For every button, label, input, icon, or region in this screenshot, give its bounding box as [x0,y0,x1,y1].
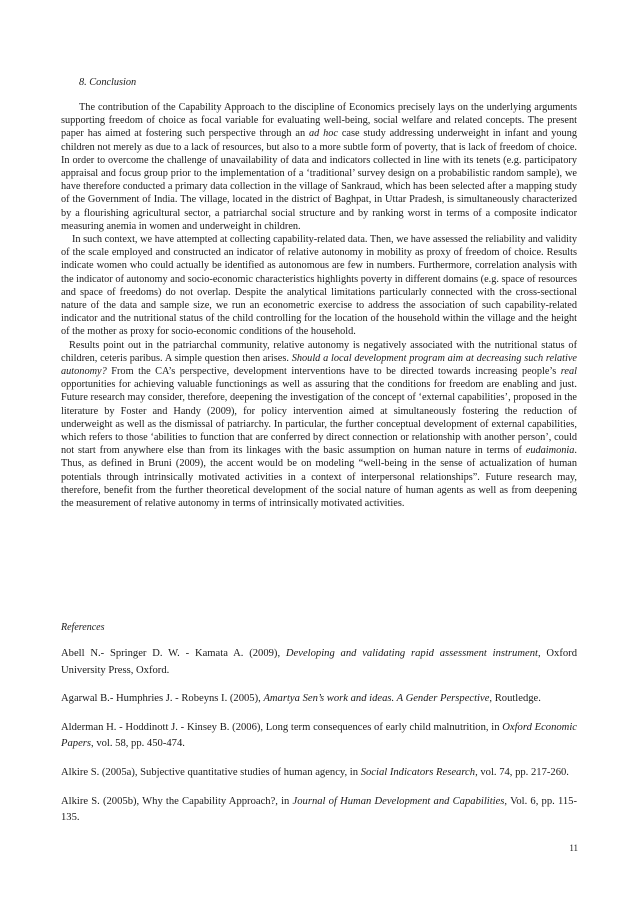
reference-item: Abell N.- Springer D. W. - Kamata A. (2009), Developing and validating rapid assessment instrument, Oxford University Press, Oxford. [61,648,577,676]
reference-item: Agarwal B.- Humphries J. - Robeyns I. (2005), Amartya Sen’s work and ideas. A Gender Perspective, Routledge. [61,693,541,705]
conclusion-body [61,101,577,510]
reference-item: Alderman H. - Hoddinott J. - Kinsey B. (2006), Long term consequences of early child malnutrition, in Oxford Economic Papers, vol. 58, pp. 450-474. [61,721,577,750]
section-heading: 8. Conclusion [79,77,137,88]
reference-item: Alkire S. (2005a), Subjective quantitative studies of human agency, in Social Indicators Research, vol. 74, pp. 217-260. [61,766,569,778]
paragraph-3: Results point out in the patriarchal community, relative autonomy is negatively associated with the nutritional status of children, ceteris paribus. A simple question then arises. Should a local development program aim at decreasing such relative autonomy? From the CA’s perspective, development interventions have to be directed towards increasing people’s real opportunities for achieving valuable functionings as well as assuring that the conditions for freedom are enabling and just. Future research may consider, therefore, deepening the investigation of the concept of ‘external capabilities’, proposed in the literature by Foster and Handy (2009), for policy intervention aimed at simultaneously fostering the reduction of underweight as well as the dismissal of patriarchy. In particular, the further conceptual development of external capabilities, which refers to those ‘abilities to function that are conferred by direct connection or relationship with another person’, could not start from anywhere else than from its linkages with the basic assumption on human nature in terms of eudaimonia. Thus, as defined in Bruni (2009), the accent would be on modeling “well-being in the sense of actualization of human potentials through intrinsically motivated activities in a context of interpersonal relationships”. Future research may, therefore, benefit from the further theoretical development of the social nature of human agents as well as from deepening the measurement of relative autonomy in terms of intrinsically motivated activities. [61,339,577,510]
paragraph-1: The contribution of the Capability Approach to the discipline of Economics precisely lays on the underlying arguments supporting freedom of choice as focal variable for evaluating well-being, social welfare and related concepts. The present paper has aimed at fostering such perspective through an ad hoc case study addressing underweight in infant and young children not merely as due to a lack of resources, but also to a more subtle form of poverty, that is lack of freedom of choice. In order to overcome the challenge of unavailability of data and indicators collected in line with its tenets (e.g. participatory appraisal and focus group prior to the implementation of a ‘traditional’ survey design on a probabilistic random sample), we have therefore conducted a primary data collection in the village of Sankraud, which has been selected after a mapping study of the Government of India. The village, located in the district of Baghpat, in Uttar Pradesh, is simultaneously characterized by a flourishing agricultural sector, a patriarchal social structure and by ranking worst in terms of a composite indicator measuring anemia in women and underweight in children. [61,102,577,232]
paragraph-2: In such context, we have attempted at collecting capability-related data. Then, we have assessed the reliability and validity of the scale employed and constructed an indicator of relative autonomy in mobility as proxy of freedom of choice. Results indicate women who could actually be identified as autonomous are few in numbers. Furthermore, correlation analysis with the indicator of autonomy and socio-economic characteristics highlights poverty in different domains (e.g. space of resources and space of freedoms) do not overlap. Despite the analytical limitations particularly connected with the cross-sectional nature of the data and sample size, we run an econometric exercise to address the association of such capability-related indicator and the nutritional status of the child controlling for the location of the household within the village and the height of the mother as proxy for socio-economic conditions of the household. [61,234,577,338]
references-heading: References [61,622,105,633]
page-number: 11 [569,843,578,853]
reference-item: Alkire S. (2005b), Why the Capability Approach?, in Journal of Human Development and Capabilities, Vol. 6, pp. 115-135. [61,795,578,824]
references-list [61,646,577,839]
